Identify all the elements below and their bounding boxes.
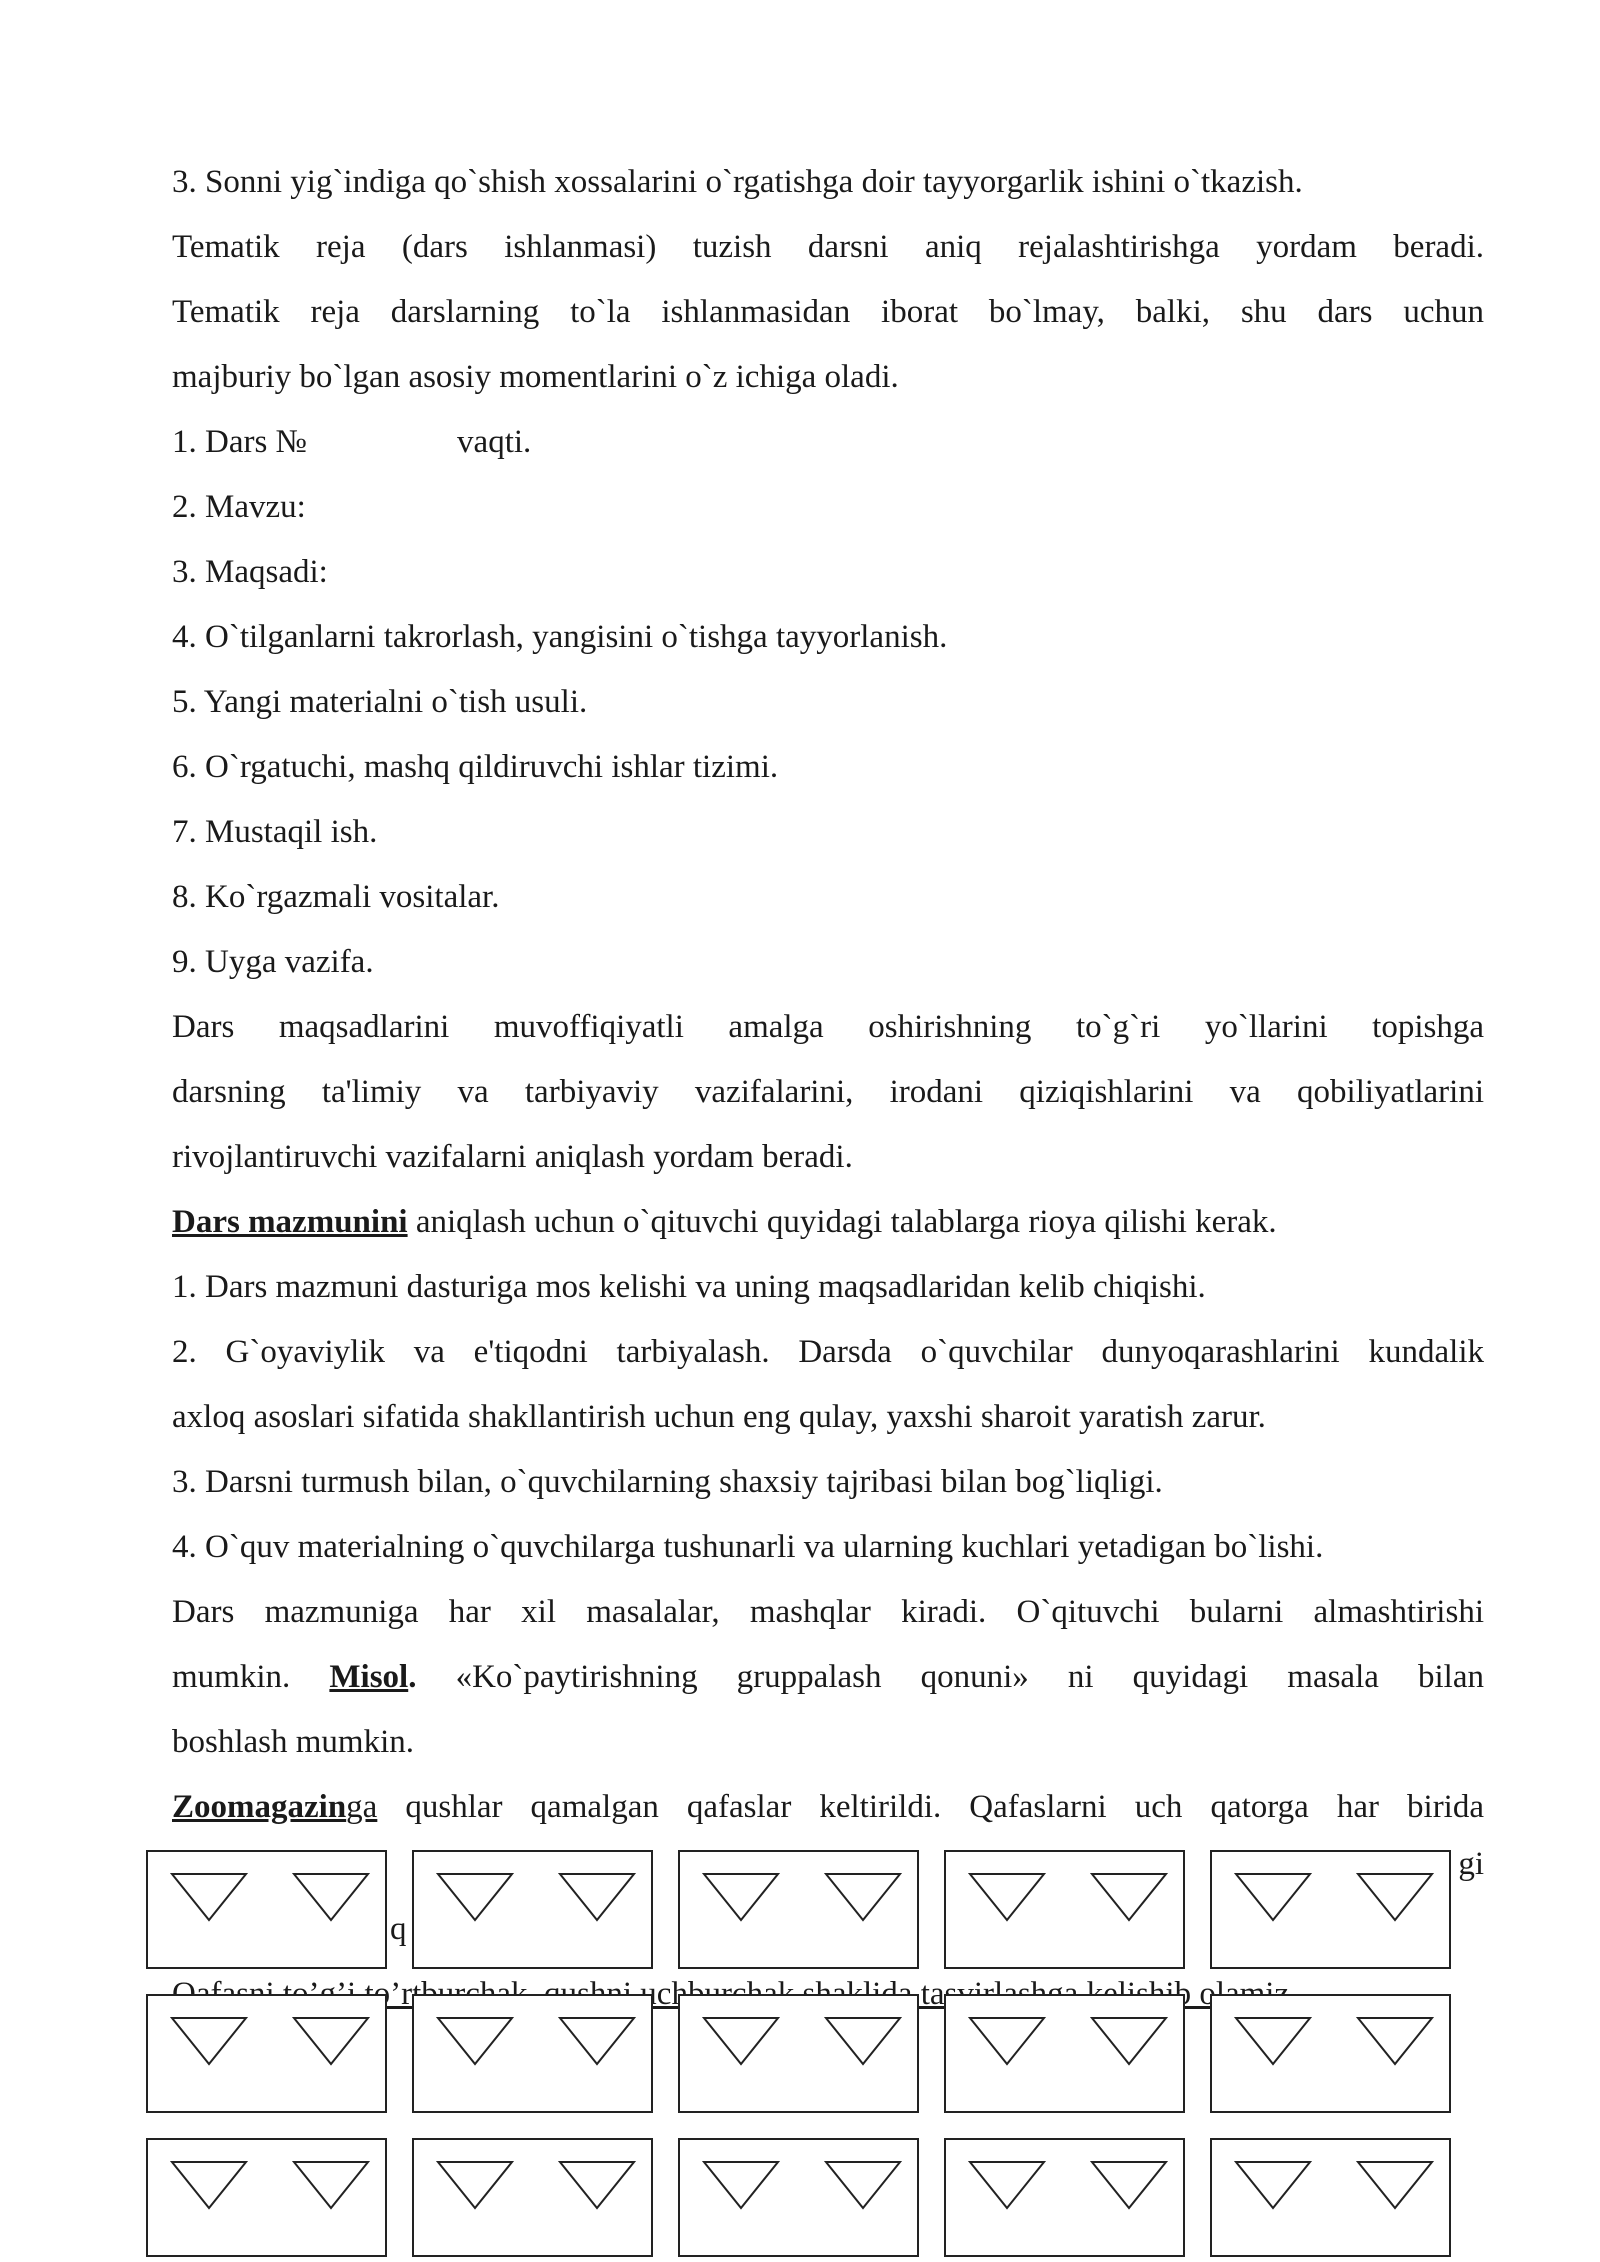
text-line: ga [346, 1789, 378, 1825]
text-line: 6. O`rgatuchi, mashq qildiruvchi ishlar tizimi. [172, 749, 779, 785]
bird-triangle-icon [560, 2018, 634, 2064]
text-line: majburiy bo`lgan asosiy momentlarini o`z ichiga oladi. [172, 359, 899, 395]
bird-triangle-icon [1358, 2018, 1432, 2064]
text-line: mumkin. [172, 1659, 291, 1695]
cage-birds [414, 1996, 655, 2115]
bird-triangle-icon [1358, 2162, 1432, 2208]
cage-box [678, 1850, 919, 1969]
bird-triangle-icon [970, 1874, 1044, 1920]
cage-birds [1212, 1852, 1453, 1971]
text-line: 4. O`quv materialning o`quvchilarga tushunarli va ularning kuchlari yetadigan bo`lishi. [172, 1529, 1324, 1565]
text-line: 4. O`tilganlarni takrorlash, yangisini o`tishga tayyorlanish. [172, 619, 948, 655]
cage-birds [148, 1996, 389, 2115]
bird-triangle-icon [826, 2018, 900, 2064]
bird-triangle-icon [1236, 2018, 1310, 2064]
cage-box [412, 1850, 653, 1969]
text-line: darsning ta'limiy va tarbiyaviy vazifalarini, irodani qiziqishlarini va qobiliyatlarini [172, 1074, 1484, 1110]
bird-triangle-icon [970, 2018, 1044, 2064]
cage-birds [680, 1996, 921, 2115]
bird-triangle-icon [438, 2162, 512, 2208]
bird-triangle-icon [294, 1874, 368, 1920]
cage-box [678, 1994, 919, 2113]
cage-box [1210, 1850, 1451, 1969]
bird-triangle-icon [294, 2162, 368, 2208]
text-line: 3. Sonni yig`indiga qo`shish xossalarini o`rgatishga doir tayyorgarlik ishini o`tkazish. [172, 164, 1303, 200]
text-line: 5. Yangi materialni o`tish usuli. [172, 684, 588, 720]
cage-box [146, 1994, 387, 2113]
bird-triangle-icon [1236, 2162, 1310, 2208]
cage-box [1210, 2138, 1451, 2257]
cage-birds [1212, 2140, 1453, 2259]
bold-term: Zoomagazin [172, 1789, 347, 1825]
text-line: 7. Mustaqil ish. [172, 814, 378, 850]
bird-triangle-icon [560, 1874, 634, 1920]
cage-birds [1212, 1996, 1453, 2115]
bird-triangle-icon [1236, 1874, 1310, 1920]
cage-birds [148, 1852, 389, 1971]
cage-birds [946, 1852, 1187, 1971]
cage-box [944, 2138, 1185, 2257]
text-line: 9. Uyga vazifa. [172, 944, 374, 980]
bird-triangle-icon [294, 2018, 368, 2064]
text-line: axloq asoslari sifatida shakllantirish uchun eng qulay, yaxshi sharoit yaratish zarur. [172, 1399, 1266, 1435]
text-line: q [390, 1911, 407, 1947]
text-line: boshlash mumkin. [172, 1724, 415, 1760]
text-line: Dars maqsadlarini muvoffiqiyatli amalga oshirishning to`g`ri yo`llarini topishga [172, 1009, 1484, 1045]
text-line: 8. Ko`rgazmali vositalar. [172, 879, 500, 915]
bird-triangle-icon [1092, 2018, 1166, 2064]
bird-triangle-icon [172, 2162, 246, 2208]
bird-triangle-icon [1092, 2162, 1166, 2208]
bird-triangle-icon [438, 2018, 512, 2064]
cage-birds [148, 2140, 389, 2259]
text-line: Tematik reja darslarning to`la ishlanmasidan iborat bo`lmay, balki, shu dars uchun [172, 294, 1484, 330]
text-line: 3. Maqsadi: [172, 554, 328, 590]
bird-triangle-icon [826, 2162, 900, 2208]
bird-triangle-icon [1092, 1874, 1166, 1920]
cage-birds [680, 1852, 921, 1971]
text-line: qushlar qamalgan qafaslar keltirildi. Qafaslarni uch qatorga har birida [377, 1789, 1484, 1825]
text-line: gi [1458, 1846, 1484, 1882]
bird-triangle-icon [704, 2018, 778, 2064]
text-line: 2. Mavzu: [172, 489, 306, 525]
text-line: aniqlash uchun o`qituvchi quyidagi talablarga rioya qilishi kerak. [407, 1204, 1277, 1240]
bird-triangle-icon [704, 2162, 778, 2208]
text-line: Tematik reja (dars ishlanmasi) tuzish darsni aniq rejalashtirishga yordam beradi. [172, 229, 1484, 265]
bird-triangle-icon [172, 2018, 246, 2064]
cage-box [146, 2138, 387, 2257]
bold-term: Misol [329, 1659, 409, 1695]
text-line: 3. Darsni turmush bilan, o`quvchilarning shaxsiy tajribasi bilan bog`liqligi. [172, 1464, 1163, 1500]
cage-birds [946, 2140, 1187, 2259]
text-line: 2. G`oyaviylik va e'tiqodni tarbiyalash. Darsda o`quvchilar dunyoqarashlarini kundalik [172, 1334, 1484, 1370]
text-line: Dars mazmuniga har xil masalalar, mashqlar kiradi. O`qituvchi bularni almashtirishi [172, 1594, 1484, 1630]
bird-triangle-icon [438, 1874, 512, 1920]
bird-triangle-icon [826, 1874, 900, 1920]
bold-term: Dars mazmunini [172, 1204, 408, 1240]
cage-box [944, 1994, 1185, 2113]
text-line: rivojlantiruvchi vazifalarni aniqlash yordam beradi. [172, 1139, 853, 1175]
bird-triangle-icon [970, 2162, 1044, 2208]
bird-triangle-icon [560, 2162, 634, 2208]
cage-box [146, 1850, 387, 1969]
bird-triangle-icon [704, 1874, 778, 1920]
text-line: «Ko`paytirishning gruppalash qonuni» ni quyidagi masala bilan [455, 1659, 1485, 1695]
cage-box [412, 2138, 653, 2257]
cage-birds [946, 1996, 1187, 2115]
bird-triangle-icon [172, 1874, 246, 1920]
cage-box [944, 1850, 1185, 1969]
text-line: . [408, 1659, 417, 1695]
cage-birds [680, 2140, 921, 2259]
text-line: 1. Dars № [172, 424, 308, 460]
text-line: vaqti. [457, 424, 532, 460]
cage-birds [414, 2140, 655, 2259]
cage-box [412, 1994, 653, 2113]
bird-triangle-icon [1358, 1874, 1432, 1920]
cage-birds [414, 1852, 655, 1971]
text-line: 1. Dars mazmuni dasturiga mos kelishi va uning maqsadlaridan kelib chiqishi. [172, 1269, 1206, 1305]
cage-box [678, 2138, 919, 2257]
cage-box [1210, 1994, 1451, 2113]
